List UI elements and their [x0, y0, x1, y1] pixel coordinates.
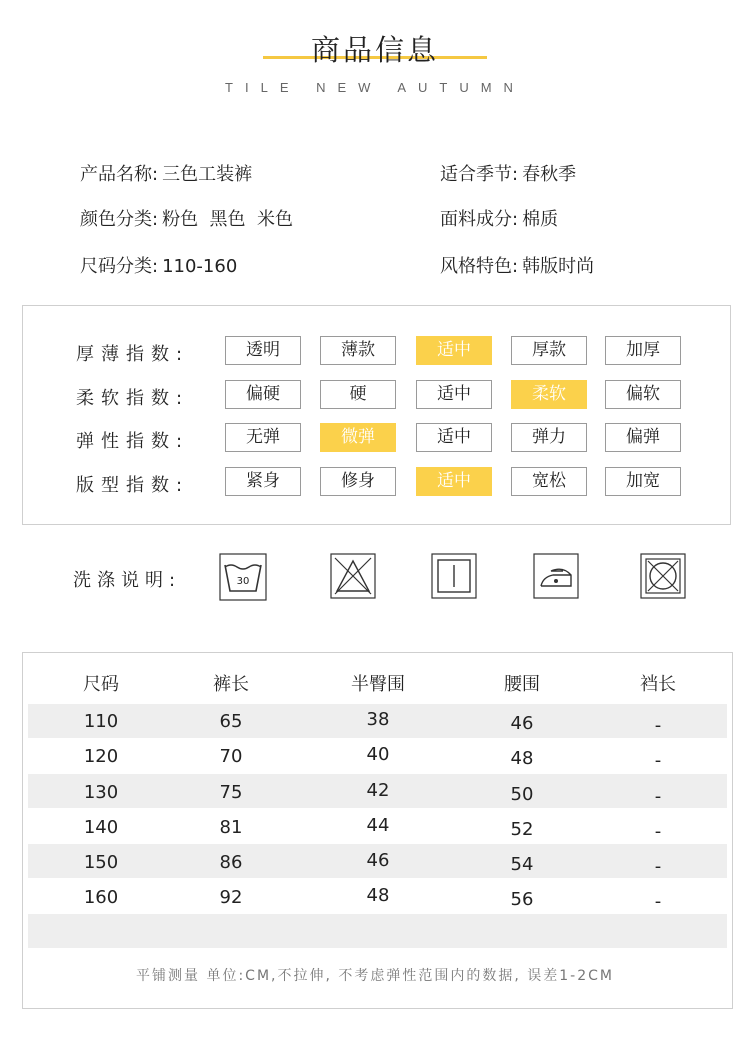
- info-value: 110-160: [162, 256, 238, 277]
- table-cell: 86: [219, 852, 243, 873]
- index-option: 偏硬: [225, 380, 301, 409]
- table-cell: 46: [366, 850, 390, 871]
- index-option: 适中: [416, 380, 492, 409]
- index-option: 适中: [416, 423, 492, 452]
- table-cell: -: [654, 750, 662, 771]
- index-option: 偏弹: [605, 423, 681, 452]
- index-label: 版型指数:: [76, 475, 190, 496]
- table-cell: 92: [219, 887, 243, 908]
- table-cell: 65: [219, 711, 243, 732]
- table-cell: -: [654, 891, 662, 912]
- page-subtitle: TILE NEW AUTUMN: [225, 80, 525, 95]
- line-dry-icon: [431, 553, 477, 603]
- index-option: 适中: [416, 467, 492, 496]
- table-cell: 160: [83, 887, 119, 908]
- table-header-cell: 腰围: [504, 674, 540, 695]
- info-value: 棉质: [522, 209, 559, 230]
- table-cell: -: [654, 821, 662, 842]
- info-label: 尺码分类:: [80, 256, 159, 277]
- wash-temp: 30: [236, 576, 250, 587]
- row-band: [28, 914, 727, 948]
- table-cell: 70: [219, 746, 243, 767]
- info-style: [440, 252, 594, 278]
- no-bleach-icon: [330, 553, 376, 603]
- info-value: 三色工装裤: [162, 164, 253, 185]
- index-option: 薄款: [320, 336, 396, 365]
- info-value: 粉色 黑色 米色: [162, 209, 293, 230]
- index-option: 适中: [416, 336, 492, 365]
- index-option: 加厚: [605, 336, 681, 365]
- table-cell: 81: [219, 817, 243, 838]
- page-title: 商品信息: [310, 33, 439, 67]
- table-cell: 44: [366, 815, 390, 836]
- info-size: [80, 252, 237, 278]
- index-option: 微弹: [320, 423, 396, 452]
- table-cell: -: [654, 715, 662, 736]
- index-label: 厚薄指数:: [76, 344, 190, 365]
- index-option: 硬: [320, 380, 396, 409]
- table-header-cell: 裆长: [640, 674, 676, 695]
- table-cell: 110: [83, 711, 119, 732]
- index-option: 加宽: [605, 467, 681, 496]
- table-cell: 48: [366, 885, 390, 906]
- info-label: 颜色分类:: [80, 209, 159, 230]
- wash-30-icon: [219, 553, 267, 605]
- table-cell: 140: [83, 817, 119, 838]
- no-tumble-dry-icon: [640, 553, 686, 603]
- index-option: 宽松: [511, 467, 587, 496]
- info-fabric: [440, 205, 558, 231]
- table-cell: 42: [366, 780, 390, 801]
- index-option: 修身: [320, 467, 396, 496]
- index-option: 无弹: [225, 423, 301, 452]
- info-color: [80, 205, 293, 231]
- info-label: 产品名称:: [80, 164, 159, 185]
- table-header-cell: 裤长: [213, 674, 249, 695]
- table-cell: 48: [510, 748, 534, 769]
- info-value: 韩版时尚: [522, 256, 595, 277]
- table-cell: 46: [510, 713, 534, 734]
- table-cell: 130: [83, 782, 119, 803]
- info-label: 面料成分:: [440, 209, 519, 230]
- table-cell: -: [654, 786, 662, 807]
- table-header-cell: 尺码: [83, 674, 119, 695]
- table-cell: 120: [83, 746, 119, 767]
- index-option: 紧身: [225, 467, 301, 496]
- index-option: 透明: [225, 336, 301, 365]
- wash-label: 洗涤说明:: [73, 570, 182, 591]
- index-option: 偏软: [605, 380, 681, 409]
- header: [0, 28, 750, 69]
- table-cell: 38: [366, 709, 390, 730]
- info-value: 春秋季: [522, 164, 577, 185]
- iron-low-icon: [533, 553, 579, 603]
- table-cell: 150: [83, 852, 119, 873]
- info-label: 风格特色:: [440, 256, 519, 277]
- table-cell: -: [654, 856, 662, 877]
- table-cell: 56: [510, 889, 534, 910]
- index-option: 柔软: [511, 380, 587, 409]
- info-season: [440, 160, 576, 186]
- table-cell: 50: [510, 784, 534, 805]
- index-option: 弹力: [511, 423, 587, 452]
- table-cell: 52: [510, 819, 534, 840]
- table-cell: 40: [366, 744, 390, 765]
- table-header-cell: 半臀围: [351, 674, 405, 695]
- index-label: 柔软指数:: [76, 388, 190, 409]
- info-label: 适合季节:: [440, 164, 519, 185]
- measurement-note: 平铺测量 单位:CM,不拉伸, 不考虑弹性范围内的数据, 误差1-2CM: [136, 968, 614, 984]
- index-label: 弹性指数:: [76, 431, 190, 452]
- info-product-name: [80, 160, 252, 186]
- table-cell: 54: [510, 854, 534, 875]
- table-cell: 75: [219, 782, 243, 803]
- index-option: 厚款: [511, 336, 587, 365]
